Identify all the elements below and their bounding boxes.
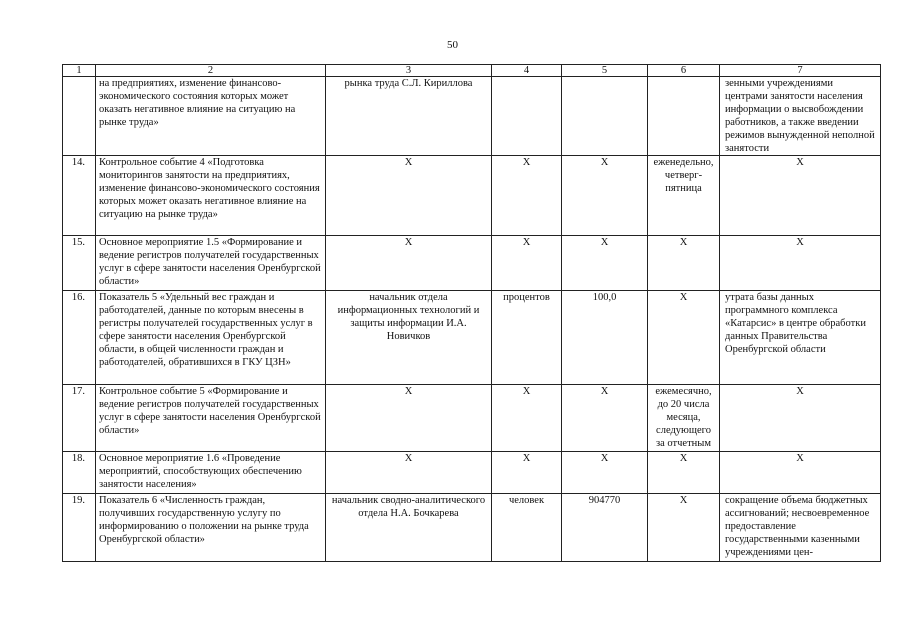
unit: X xyxy=(492,452,562,494)
risks: утрата базы данных программного комплекса «Катарсис» в центре обработки данных Правительства Оренбургской области xyxy=(720,291,881,385)
value: 100,0 xyxy=(562,291,648,385)
measure-name: на предприятиях, изменение финансово-экономического состояния которых может оказать негативное влияние на ситуацию на рынке труда» xyxy=(96,77,326,156)
column-header: 3 xyxy=(326,65,492,77)
row-number: 18. xyxy=(63,452,96,494)
unit xyxy=(492,77,562,156)
column-header: 2 xyxy=(96,65,326,77)
risks: X xyxy=(720,385,881,452)
column-header: 4 xyxy=(492,65,562,77)
row-number: 19. xyxy=(63,494,96,562)
unit: X xyxy=(492,156,562,236)
table-row xyxy=(63,236,881,291)
unit: X xyxy=(492,236,562,291)
row-number: 16. xyxy=(63,291,96,385)
risks: зенными учреждениями центрами занятости населения информации о высвобождении работников, а также введении режимов вынужденной неполной занятости xyxy=(720,77,881,156)
deadline: ежемесячно, до 20 числа месяца, следующего за отчетным xyxy=(648,385,720,452)
table-row xyxy=(63,385,881,452)
column-header: 6 xyxy=(648,65,720,77)
deadline: X xyxy=(648,236,720,291)
deadline: X xyxy=(648,291,720,385)
risks: X xyxy=(720,156,881,236)
deadline: еженедельно, четверг-пятница xyxy=(648,156,720,236)
value: X xyxy=(562,385,648,452)
value: X xyxy=(562,236,648,291)
page-number: 50 xyxy=(447,39,458,51)
value: X xyxy=(562,452,648,494)
unit: человек xyxy=(492,494,562,562)
deadline: X xyxy=(648,494,720,562)
table-row xyxy=(63,452,881,494)
responsible: X xyxy=(326,385,492,452)
deadline xyxy=(648,77,720,156)
measure-name: Основное мероприятие 1.5 «Формирование и ведение регистров получателей государственных услуг в сфере занятости населения Оренбургской области» xyxy=(96,236,326,291)
table-row xyxy=(63,77,881,156)
measure-name: Контрольное событие 4 «Подготовка мониторингов занятости на предприятиях, изменение финансово-экономического состояния которых может оказать негативное влияние на ситуацию на рынке труда» xyxy=(96,156,326,236)
responsible: X xyxy=(326,452,492,494)
value: 904770 xyxy=(562,494,648,562)
column-header: 5 xyxy=(562,65,648,77)
measure-name: Показатель 6 «Численность граждан, получивших государственную услугу по информированию о положении на рынке труда Оренбургской области» xyxy=(96,494,326,562)
value: X xyxy=(562,156,648,236)
column-header: 1 xyxy=(63,65,96,77)
table-row xyxy=(63,156,881,236)
unit: X xyxy=(492,385,562,452)
responsible: начальник отдела информационных технологий и защиты информации И.А. Новичков xyxy=(326,291,492,385)
responsible: начальник сводно-аналитического отдела Н.А. Бочкарева xyxy=(326,494,492,562)
responsible: X xyxy=(326,156,492,236)
row-number: 15. xyxy=(63,236,96,291)
table-row xyxy=(63,291,881,385)
measure-name: Контрольное событие 5 «Формирование и ведение регистров получателей государственных услуг в сфере занятости населения Оренбургской области» xyxy=(96,385,326,452)
risks: X xyxy=(720,236,881,291)
measures-table xyxy=(62,64,881,562)
row-number xyxy=(63,77,96,156)
table-row xyxy=(63,494,881,562)
measure-name: Основное мероприятие 1.6 «Проведение мероприятий, способствующих обеспечению занятости населения» xyxy=(96,452,326,494)
column-number-row xyxy=(63,65,881,77)
column-header: 7 xyxy=(720,65,881,77)
measure-name: Показатель 5 «Удельный вес граждан и работодателей, данные по которым внесены в регистры получателей государственных услуг в сфере занятости населения Оренбургской области, в общей численности граждан и работодателей, обратившихся в ГКУ ЦЗН» xyxy=(96,291,326,385)
row-number: 17. xyxy=(63,385,96,452)
row-number: 14. xyxy=(63,156,96,236)
unit: процентов xyxy=(492,291,562,385)
value xyxy=(562,77,648,156)
responsible: рынка труда С.Л. Кириллова xyxy=(326,77,492,156)
responsible: X xyxy=(326,236,492,291)
risks: сокращение объема бюджетных ассигнований; несвоевременное предоставление государственными казенными учреждениями цен- xyxy=(720,494,881,562)
deadline: X xyxy=(648,452,720,494)
risks: X xyxy=(720,452,881,494)
